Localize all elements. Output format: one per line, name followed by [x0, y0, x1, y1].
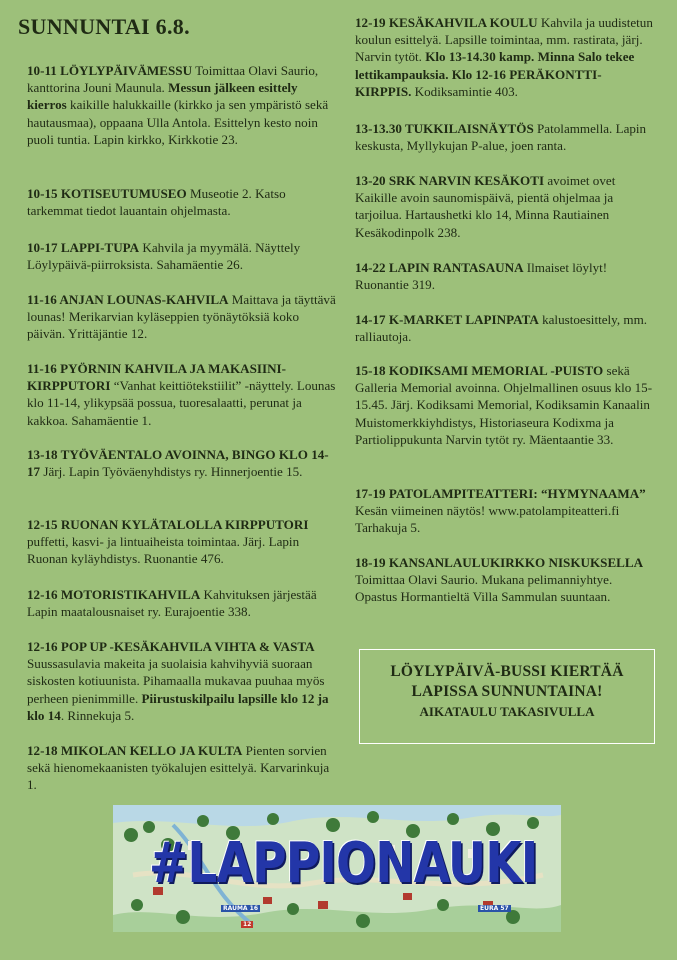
event-entry	[27, 742, 339, 794]
event-text: sekä Galleria Memorial avoinna. Ohjelmallinen osuus klo 15-15.45. Järj. Kodiksami Memorial, Kodiksamin Kanaalin Muistomerkkiyhdistys, Historiaseura Kodixma ja Partiolippukunta Narvin tytöt ry. Mäentaantie 33.	[355, 363, 653, 447]
event-time-title: 11-16 ANJAN LOUNAS-KAHVILA	[27, 292, 229, 307]
event-entry	[355, 311, 655, 345]
event-time-title: 12-19 KESÄKAHVILA KOULU	[355, 15, 538, 30]
event-text: Kahvila ja uudistetun koulun esittelyä. Lapsille toimintaa, mm. rastirata, järj. Narvin tytöt.	[355, 15, 653, 65]
event-entry	[355, 172, 655, 241]
event-time-title: 13-20 SRK NARVIN KESÄKOTI	[355, 173, 545, 188]
banner-hashtag: #LAPPIONAUKI	[148, 831, 538, 896]
event-entry	[27, 638, 339, 724]
bus-notice-box	[359, 649, 655, 744]
event-highlight: Klo 13-14.30 kamp. Minna Salo tekee lettikampauksia. Klo 12-16 PERÄKONTTI-KIRPPIS.	[355, 49, 635, 99]
event-text: Ilmaiset löylyt! Ruonantie 319.	[355, 260, 608, 293]
event-entry	[27, 516, 339, 568]
event-time-title: 12-15 RUONAN KYLÄTALOLLA KIRPPUTORI	[27, 517, 309, 532]
map-label-eura: EURA 57	[480, 905, 509, 912]
event-text: Kodiksamintie 403.	[411, 83, 518, 99]
event-time-title: 12-18 MIKOLAN KELLO JA KULTA	[27, 743, 243, 758]
event-text: Toimittaa Olavi Saurio, kanttorina Jouni Maunula.	[27, 63, 319, 96]
event-entry	[355, 554, 655, 606]
event-text: Museotie 2. Katso tarkemmat tiedot lauantain ohjelmasta.	[27, 186, 286, 219]
event-entry	[27, 239, 339, 273]
event-time-title: 13-13.30 TUKKILAISNÄYTÖS	[355, 121, 534, 136]
event-time-title: 14-17 K-MARKET LAPINPATA	[355, 312, 539, 327]
day-title: SUNNUNTAI 6.8.	[18, 14, 190, 39]
event-highlight: Messun jälkeen esittely kierros	[27, 80, 298, 113]
event-text: puffetti, kasvi- ja lintuaiheista toimintaa. Järj. Lapin Ruonan kyläyhdistys. Ruonantie 476.	[27, 534, 300, 567]
event-entry	[27, 291, 339, 343]
event-text: Suussasulavia makeita ja suolaisia kahvihyviä suoraan siskosten kotiuunista. Pihamaalla mukavaa puuhaa myös perheen pienimmille.	[27, 656, 325, 706]
event-text: avoimet ovet Kaikille avoin saunomispäivä, pientä ohjelmaa ja tarjoilua. Hartaushetki klo 14, Minna Rautiainen Kesäkodinpolk 238.	[355, 173, 616, 240]
event-text: Patolammella. Lapin keskusta, Myllykujan P-alue, joen ranta.	[355, 121, 647, 154]
event-entry	[27, 446, 339, 480]
event-entry	[355, 362, 655, 448]
event-text: Toimittaa Olavi Saurio. Mukana pelimanniyhtye. Opastus Hormantieltä Villa Sammulan suuntaan.	[355, 572, 613, 605]
event-time-title: 11-16 PYÖRNIN KAHVILA JA MAKASIINI-KIRPPUTORI	[27, 361, 286, 394]
event-text: kalustoesittely, mm. ralliautoja.	[355, 312, 648, 345]
event-text: Pienten sorvien sekä hienomekaanisten työkalujen esittelyä. Karvarinkuja 1.	[27, 743, 330, 793]
event-highlight: Piirustuskilpailu lapsille klo 12 ja klo 14	[27, 690, 329, 723]
bus-notice-line2: LAPISSA SUNNUNTAINA!	[411, 683, 603, 700]
event-time-title: 13-18 TYÖVÄENTALO AVOINNA, BINGO KLO 14-17	[27, 447, 329, 480]
event-time-title: 17-19 PATOLAMPITEATTERI: “HYMYNAAMA”	[355, 486, 646, 501]
event-text: Järj. Lapin Työväenyhdistys ry. Hinnerjoentie 15.	[40, 464, 303, 480]
event-text: Kahvila ja myymälä. Näyttely Löylypäivä-piirroksista. Sahamäentie 26.	[27, 240, 301, 273]
event-entry	[355, 259, 655, 293]
bus-notice-line1: LÖYLYPÄIVÄ-BUSSI KIERTÄÄ	[390, 663, 624, 680]
map-label-rauma: RAUMA 16	[223, 905, 259, 912]
event-entry	[27, 62, 339, 148]
event-text: “Vanhat keittiötekstiilit” -näyttely. Lounas klo 11-14, ylikypsää possua, tuoresalaatti, perunat ja kakkoa. Sahamäentie 1.	[27, 378, 336, 428]
event-time-title: 18-19 KANSANLAULUKIRKKO NISKUKSELLA	[355, 555, 644, 570]
event-entry	[27, 185, 339, 219]
event-time-title: 15-18 KODIKSAMI MEMORIAL -PUISTO	[355, 363, 604, 378]
event-entry	[355, 485, 655, 537]
event-text: Maittava ja täyttävä lounas! Merikarvian kyläseppien työnäytöksiä koko päivän. Yrittäjäntie 12.	[27, 292, 336, 342]
event-time-title: 12-16 MOTORISTIKAHVILA	[27, 587, 201, 602]
lappionauki-banner	[113, 805, 561, 932]
event-time-title: 12-16 POP UP -KESÄKAHVILA VIHTA & VASTA	[27, 639, 315, 654]
event-text: Kahvituksen järjestää Lapin maatalousnaiset ry. Eurajoentie 338.	[27, 587, 317, 620]
event-time-title: 10-15 KOTISEUTUMUSEO	[27, 186, 187, 201]
event-text: . Rinnekuja 5.	[60, 707, 135, 723]
event-time-title: 14-22 LAPIN RANTASAUNA	[355, 260, 524, 275]
event-entry	[355, 120, 655, 154]
event-time-title: 10-11 LÖYLYPÄIVÄMESSU	[27, 63, 193, 78]
event-time-title: 10-17 LAPPI-TUPA	[27, 240, 140, 255]
map-label-road: 12	[243, 921, 252, 928]
event-entry	[27, 586, 339, 620]
event-text: kaikille halukkaille (kirkko ja sen ympäristö sekä hautausmaa), oppaana Ulla Antola. Esittelyn kesto noin puoli tuntia. Lapin kirkko, Kirkkotie 23.	[27, 97, 329, 147]
event-entry	[355, 14, 655, 100]
event-text: Kesän viimeinen näytös! www.patolampiteatteri.fi Tarhakuja 5.	[355, 503, 620, 536]
event-entry	[27, 360, 339, 429]
bus-notice-line3: AIKATAULU TAKASIVULLA	[419, 704, 595, 719]
